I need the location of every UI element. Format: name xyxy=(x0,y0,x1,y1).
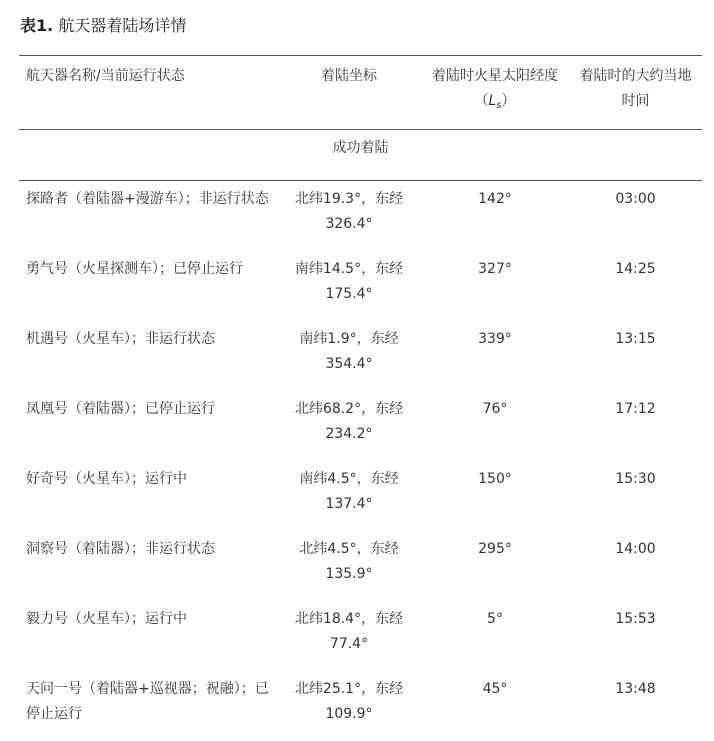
table-row xyxy=(19,671,702,741)
cell-coords xyxy=(277,601,421,671)
ls-subscript: s xyxy=(496,100,501,111)
cell-name: 好奇号（火星车）；运行中 xyxy=(19,461,277,531)
table-row xyxy=(19,531,702,601)
table-row xyxy=(19,391,702,461)
cell-coords xyxy=(277,531,421,601)
coord-lat: 南纬1.9°，东经 xyxy=(283,327,415,352)
header-name: 航天器名称/当前运行状态 xyxy=(19,56,277,130)
cell-ls: 76° xyxy=(421,391,569,461)
cell-ls: 295° xyxy=(421,531,569,601)
cell-ls: 45° xyxy=(421,671,569,741)
cell-coords xyxy=(277,671,421,741)
header-solar-longitude xyxy=(421,56,569,130)
coord-lon: 137.4° xyxy=(283,492,415,517)
cell-name: 机遇号（火星车）；非运行状态 xyxy=(19,321,277,391)
table-row xyxy=(19,461,702,531)
header-solar-longitude-title: 着陆时火星太阳经度 xyxy=(427,64,563,89)
cell-name: 毅力号（火星车）；运行中 xyxy=(19,601,277,671)
cell-time: 03:00 xyxy=(569,181,702,252)
table-caption-label: 表1. xyxy=(20,16,53,35)
ls-open-paren: （ xyxy=(474,93,488,109)
cell-coords xyxy=(277,251,421,321)
table-caption xyxy=(20,13,186,36)
coord-lon: 109.9° xyxy=(283,702,415,727)
ls-close-paren: ） xyxy=(502,93,516,109)
table-body xyxy=(19,130,702,741)
cell-ls: 327° xyxy=(421,251,569,321)
cell-time: 13:48 xyxy=(569,671,702,741)
header-coords: 着陆坐标 xyxy=(277,56,421,130)
cell-time: 13:15 xyxy=(569,321,702,391)
cell-coords xyxy=(277,391,421,461)
landing-sites-table xyxy=(19,55,702,741)
coord-lon: 234.2° xyxy=(283,422,415,447)
header-solar-longitude-symbol xyxy=(427,89,563,118)
header-row xyxy=(19,56,702,130)
table-caption-title: 航天器着陆场详情 xyxy=(58,16,186,35)
cell-time: 14:25 xyxy=(569,251,702,321)
table-row xyxy=(19,181,702,252)
coord-lat: 南纬4.5°，东经 xyxy=(283,467,415,492)
cell-coords xyxy=(277,181,421,252)
cell-name: 凤凰号（着陆器）；已停止运行 xyxy=(19,391,277,461)
coord-lon: 135.9° xyxy=(283,562,415,587)
coord-lon: 175.4° xyxy=(283,282,415,307)
coord-lon: 77.4° xyxy=(283,632,415,657)
cell-ls: 142° xyxy=(421,181,569,252)
cell-name: 天问一号（着陆器+巡视器；祝融）；已停止运行 xyxy=(19,671,277,741)
section-label: 成功着陆 xyxy=(19,130,702,181)
coord-lat: 北纬19.3°，东经 xyxy=(283,187,415,212)
cell-ls: 150° xyxy=(421,461,569,531)
cell-ls: 5° xyxy=(421,601,569,671)
coord-lat: 北纬18.4°，东经 xyxy=(283,607,415,632)
coord-lat: 北纬68.2°，东经 xyxy=(283,397,415,422)
table-row xyxy=(19,251,702,321)
coord-lon: 354.4° xyxy=(283,352,415,377)
table-header xyxy=(19,56,702,130)
table-row xyxy=(19,321,702,391)
coord-lat: 北纬4.5°，东经 xyxy=(283,537,415,562)
cell-time: 17:12 xyxy=(569,391,702,461)
cell-name: 探路者（着陆器+漫游车）；非运行状态 xyxy=(19,181,277,252)
coord-lon: 326.4° xyxy=(283,212,415,237)
cell-time: 14:00 xyxy=(569,531,702,601)
section-row xyxy=(19,130,702,181)
coord-lat: 北纬25.1°，东经 xyxy=(283,677,415,702)
cell-name: 勇气号（火星探测车）；已停止运行 xyxy=(19,251,277,321)
cell-ls: 339° xyxy=(421,321,569,391)
cell-name: 洞察号（着陆器）；非运行状态 xyxy=(19,531,277,601)
cell-time: 15:30 xyxy=(569,461,702,531)
cell-time: 15:53 xyxy=(569,601,702,671)
header-local-time: 着陆时的大约当地时间 xyxy=(569,56,702,130)
cell-coords xyxy=(277,461,421,531)
cell-coords xyxy=(277,321,421,391)
table-row xyxy=(19,601,702,671)
coord-lat: 南纬14.5°，东经 xyxy=(283,257,415,282)
ls-symbol: L xyxy=(488,93,496,109)
